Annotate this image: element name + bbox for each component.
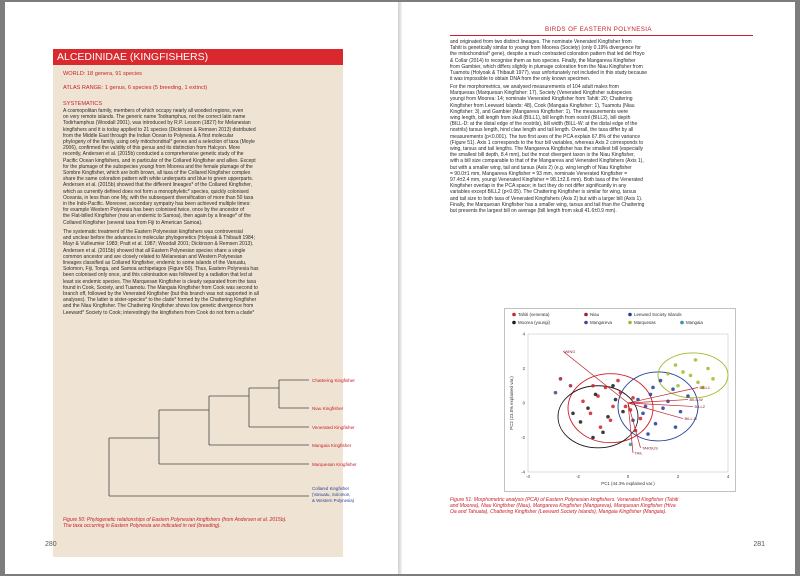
text-line: analyses). The latter is sister-species* to the clade* formed by the Chattering Kingfisher xyxy=(63,297,257,304)
x-axis-label: PC1 (44.3% explained var.) xyxy=(601,481,655,486)
text-line: Pacific Ocean kingfishers, and in particular of the Collared Kingfisher and allies. Except xyxy=(63,157,256,164)
data-point xyxy=(671,387,675,391)
text-line: but with a smaller wing, tail and tarsus (Axis 2) (e.g. wing length of Niau Kingfisher xyxy=(450,164,632,171)
text-line: measurements (p<0.001). The two first axes of the PCA explain 67.8% of the variance xyxy=(450,133,641,140)
figure-51-caption: Figure 51: Morphometric analysis (PCA) of Eastern Polynesian kingfishers. Venerated Kingfisher (Tahiti and Moorea), Niau Kingfisher (Niau), Mangareva Kingfisher (Mangareva), Marquesan Kingfisher (Hiva Oa and Tahuata), Chattering Kingfisher (Leeward Society Islands), Mangaia Kingfisher (Mangaia). xyxy=(450,497,679,516)
text-line: but presents the largest bill on average (bill length from skull 41.6±0.9 mm). xyxy=(450,208,617,215)
data-point xyxy=(666,372,670,376)
data-point xyxy=(589,412,593,416)
text-line: the mitochondrial* gene), despite a much contrasted coloration pattern that led del Hoyo xyxy=(450,51,645,58)
tree-outgroup-line-1: Collared Kingfisher xyxy=(312,486,350,491)
loading-label: BILL-D xyxy=(684,416,697,422)
loading-label: BILL1 xyxy=(699,384,710,390)
text-line: for example Western Polynesia has been colonised twice, once by the ancestor of xyxy=(63,207,245,214)
text-line: (BILL-D: at the distal edge of the nostrils), bill width (BILL-W: at the distal edge of the xyxy=(450,121,638,128)
text-line: A cosmopolitan family, members of which occupy nearly all wooded regions, even xyxy=(63,108,244,114)
data-point xyxy=(586,406,590,410)
header-rule xyxy=(450,35,753,36)
text-line: Tahiti is genetically similar to youngi from Moorea (Society) (only 0.19% divergence for xyxy=(450,45,641,52)
data-point xyxy=(569,384,573,388)
text-line: with a bill size comparable to that of the Mangareva and Venerated Kingfishers (Axis 1), xyxy=(450,158,644,165)
text-line: wing, tarsus and tail lengths. The Mangareva Kingfisher has the smallest bill (especially xyxy=(450,146,644,153)
tree-label-venerated: Venerated Kingfisher xyxy=(312,425,355,430)
tree-outgroup-line-3: & Western Polynesia) xyxy=(312,498,355,503)
text-line: Leeward* Society to Cook; interestingly the kingfishers from Cook do not form a clade* xyxy=(63,309,255,316)
loading-label: WING xyxy=(564,348,576,354)
text-line: 2006), confirmed the validity of this genus and its distinction from Halcyon. More xyxy=(63,145,241,152)
legend-marker xyxy=(512,313,516,317)
data-point xyxy=(606,415,610,419)
legend-marker xyxy=(584,321,588,325)
text-line: wing length, bill length from skull (BILL1), bill length from nostril (BILL2), bill depth xyxy=(450,115,631,122)
data-point xyxy=(666,399,670,403)
atlas-line: ATLAS RANGE: 1 genus, 6 species (5 breeding, 1 extinct) xyxy=(63,85,208,91)
data-point xyxy=(611,405,615,409)
text-line: & Collar (2014) to recognise them as two species. Finally, the Mangareva Kingfisher xyxy=(450,57,636,64)
data-point xyxy=(639,417,643,421)
data-point xyxy=(706,367,710,371)
data-point xyxy=(559,377,563,381)
text-line: kingfishers and it is today applied to 21 species (Dickinson & Remsen 2013) distributed xyxy=(63,126,256,133)
loading-label: TARSUS xyxy=(642,445,658,451)
y-axis-label: PC2 (23.5% explained var.) xyxy=(509,376,514,430)
page-number-left: 280 xyxy=(45,541,57,548)
tree-label-niau: Niau Kingfisher xyxy=(312,406,344,411)
text-line: phylogeny of the family, using only mitochondrial* genes and a selection of taxa (Moyle xyxy=(63,139,255,146)
data-point xyxy=(674,363,678,367)
y-tick-label: 0 xyxy=(522,400,525,406)
data-point xyxy=(649,393,653,397)
text-line: share the same coloration pattern with white underparts and blue to green upperparts. xyxy=(63,176,254,183)
loading-label: BILL2 xyxy=(694,403,705,409)
x-tick-label: -2 xyxy=(576,474,580,479)
text-line: Kingfisher overlap in the PCA space; in fact they do not differ significantly in any xyxy=(450,183,627,190)
data-point xyxy=(711,377,715,381)
tree-label-marquesan: Marquesan Kingfisher xyxy=(312,462,357,467)
left-page xyxy=(5,2,398,574)
data-point xyxy=(579,420,583,424)
text-line: it was impossible to obtain DNA from the only known specimen. xyxy=(450,76,591,83)
text-line: recently, Andersen et al. (2015b) conducted a comprehensive genetic study of the xyxy=(63,151,244,158)
text-line: on very remote islands. The generic name Todiramphus, not the correct latin name xyxy=(63,114,246,121)
data-point xyxy=(619,391,623,395)
data-point xyxy=(611,384,615,388)
text-line: Kingfisher: 3), and Gambier (Mangareva Kingfisher: 1). The measurements were xyxy=(450,108,629,115)
world-line: WORLD: 18 genera, 91 species xyxy=(63,71,142,77)
legend-label: Niau xyxy=(590,312,600,317)
loading-label: BILL-W xyxy=(689,397,703,403)
data-point xyxy=(599,425,603,429)
text-line: lineages classified as Collared Kingfisher, endemic to some islands of the Vanuatu, xyxy=(63,260,247,267)
x-tick-label: -4 xyxy=(526,474,530,479)
text-line: Mayr & Vuilleumier 1983; Pratt et al. 1987; Woodall 2001; Dickinson & Remsen 2013). xyxy=(63,241,254,248)
data-point xyxy=(624,405,628,409)
pca-chart xyxy=(504,308,736,492)
phylogeny-tree xyxy=(99,378,357,508)
data-point xyxy=(621,410,625,414)
text-line: and the Niau Kingfisher. The Chattering Kingfisher shows low genetic divergence from xyxy=(63,303,254,310)
text-line: Andersen et al. (2015b) showed that the different lineages* of the Collared Kingfisher, xyxy=(63,182,252,189)
data-point xyxy=(651,386,655,390)
text-line: nostrils) tarsus length, hind claw length and tail length. Overall, the taxa differ by all xyxy=(450,127,634,134)
legend-marker xyxy=(680,321,684,325)
data-point xyxy=(554,391,558,395)
family-title: ALCEDINIDAE (KINGFISHERS) xyxy=(53,49,343,65)
legend-label: Mangaia xyxy=(686,320,703,325)
y-tick-label: 4 xyxy=(522,331,525,337)
text-line: in the Indo-Pacific. Moreover, secondary sympatry has been achieved multiple times: xyxy=(63,201,251,208)
data-point xyxy=(694,358,698,362)
data-point xyxy=(591,384,595,388)
data-point xyxy=(681,370,685,374)
text-line: Kingfisher from Leeward Islands: 48), Cook (Mangaia Kingfisher: 1), Tuamotu (Niau xyxy=(450,102,635,109)
tree-label-chattering: Chattering Kingfisher xyxy=(312,378,355,383)
x-tick-label: 0 xyxy=(626,474,630,479)
right-paragraph-1 xyxy=(450,39,750,82)
legend-marker xyxy=(628,321,632,325)
page-number-right: 281 xyxy=(753,541,765,548)
text-line: branch off, followed by the Venerated Kingfisher (but this branch was not supported in all xyxy=(63,291,259,298)
text-line: for the plumage of the subspecies youngi from Moorea and the female plumage of the xyxy=(63,163,253,170)
text-line: common ancestor and are closely related to Melanesian and Western Polynesian xyxy=(63,253,243,260)
text-line: least six endemic species. The Marquesan Kingfisher is clearly separated from the taxa xyxy=(63,278,257,285)
text-line: the smallest bill depth, 8.4 mm), but the most divergent taxon is the Niau Kingfisher, xyxy=(450,152,635,159)
text-line: Todirhamphus (Woodall 2001), was introduced by R.P. Lesson (1827) for Melanesian xyxy=(63,120,251,127)
text-line: from the Middle East through the Indian Ocean to Polynesia. A first molecular xyxy=(63,132,234,139)
text-line: which as currently defined does not form a monophyletic* species, quickly colonised xyxy=(63,188,249,195)
tree-label-mangaia: Mangaia Kingfisher xyxy=(312,443,352,448)
text-line: Sombre Kingfisher, which are both brown, all taxa of the Collared Kingfisher complex xyxy=(63,170,251,177)
tree-outgroup-line-2: (Vanuatu, Solomon, xyxy=(312,492,351,497)
text-line: = 90.0±1 mm, Mangareva Kingfisher = 93 mm, nominate Venerated Kingfisher = xyxy=(450,170,628,177)
data-point xyxy=(581,399,585,403)
legend-label: Marquesas xyxy=(634,320,656,325)
data-point xyxy=(591,436,595,440)
text-line: variables except BILL2 (p<0.05). The Chattering Kingfisher is similar for wing, tarsus xyxy=(450,189,637,196)
text-line: and tail size to both taxa of Venerated Kingfishers (Axis 2) but with a larger bill (Axis 1). xyxy=(450,195,643,202)
data-point xyxy=(676,384,680,388)
legend-marker xyxy=(628,313,632,317)
legend-marker xyxy=(584,313,588,317)
x-tick-label: 2 xyxy=(676,474,680,479)
text-line: Tuamotu (Holyoak & Thibault 1977), was unfortunately not included in this study because xyxy=(450,70,648,77)
legend-label: Tahiti (venerata) xyxy=(518,312,550,317)
data-point xyxy=(641,412,645,416)
loading-label: TAIL xyxy=(634,450,643,456)
data-point xyxy=(614,398,618,402)
text-line: been colonised only once, and this colonisation was followed by a radiation that led at xyxy=(63,272,253,279)
y-tick-label: -4 xyxy=(521,469,525,475)
y-tick-label: -2 xyxy=(521,435,525,440)
legend-marker xyxy=(512,321,516,325)
text-line: Collared Kingfisher (several taxa from Fiji to American Samoa). xyxy=(63,219,203,226)
data-point xyxy=(679,410,683,414)
text-line: Solomon, Fiji, Tonga, and Samoa archipelagos (Figure 50). Thus, Eastern Polynesia has xyxy=(63,266,259,273)
info-panel xyxy=(53,65,357,557)
figure-50-caption: Figure 50: Phylogenetic relationships of Eastern Polynesian kingfishers (from Andersen et al. 2015b). The taxa occurring in Eastern Polynesia are indicated in red (breeding). xyxy=(63,517,287,530)
text-line: Andersen et al. (2015b) showed that all Eastern Polynesian species share a single xyxy=(63,247,246,254)
text-line: the Flat-billed Kingfisher (now an endemic to Samoa), then again by a lineage* of the xyxy=(63,213,251,220)
text-line: from Gambier, which differs slightly in plumage coloration from the Niau Kingfisher from xyxy=(450,63,643,70)
legend-label: Moorea (youngi) xyxy=(518,320,550,325)
data-point xyxy=(646,432,650,436)
legend-label: Mangareva xyxy=(590,320,612,325)
data-point xyxy=(674,425,678,429)
text-line: and unclear before the advances in molecular phylogenetics (Holyoak & Thibault 1984; xyxy=(63,235,255,242)
text-line: youngi from Moorea: 14; nominate Venerated Kingfisher from Tahiti: 20; Chattering xyxy=(450,96,633,103)
right-paragraph-2 xyxy=(450,84,750,214)
text-line: Oceania, in less than one My, with the subsequent diversification of more than 50 taxa xyxy=(63,194,254,201)
running-header: BIRDS OF EASTERN POLYNESIA xyxy=(545,26,652,33)
y-tick-label: 2 xyxy=(522,366,525,371)
text-line: found in Cook, Society, and Tuamotu. The Mangaia Kingfisher from Cook was second to xyxy=(63,284,258,291)
data-point xyxy=(696,381,700,385)
text-line: and originated from two distinct lineages. The nominate Venerated Kingfisher from xyxy=(450,39,632,45)
data-point xyxy=(654,422,658,426)
data-point xyxy=(689,374,693,378)
text-line: (Figure 51). Axis 1 corresponds to the four bill variables, whereas Axis 2 corresponds to xyxy=(450,139,644,146)
data-point xyxy=(659,379,663,383)
text-line: For the morphometrics, we analysed measurements of 104 adult males from xyxy=(450,84,619,90)
text-line: Marquesas (Marquesan Kingfisher: 17), Society (Venerated Kingfisher subspecies xyxy=(450,90,632,97)
systematics-paragraph-2 xyxy=(63,229,337,316)
text-line: The systematic treatment of the Eastern Polynesian kingfishers was controversial xyxy=(63,229,243,235)
right-page xyxy=(402,2,795,574)
text-line: 97.4±2.4 mm, youngi Venerated Kingfisher = 98.1±2.6 mm). Both taxa of the Venerated xyxy=(450,177,643,184)
data-point xyxy=(601,431,605,435)
systematics-paragraph-1 xyxy=(63,108,337,226)
data-point xyxy=(609,418,613,422)
data-point xyxy=(661,406,665,410)
data-point xyxy=(571,412,575,416)
section-heading: SYSTEMATICS xyxy=(63,101,103,107)
data-point xyxy=(631,396,635,400)
x-tick-label: 4 xyxy=(726,474,730,479)
text-line: Finally, the Marquesan Kingfisher has a smaller wing, tarsus and tail than the Chattering xyxy=(450,201,645,208)
legend-label: Leeward Society Islands xyxy=(634,312,682,317)
data-point xyxy=(616,379,620,383)
data-point xyxy=(594,393,598,397)
